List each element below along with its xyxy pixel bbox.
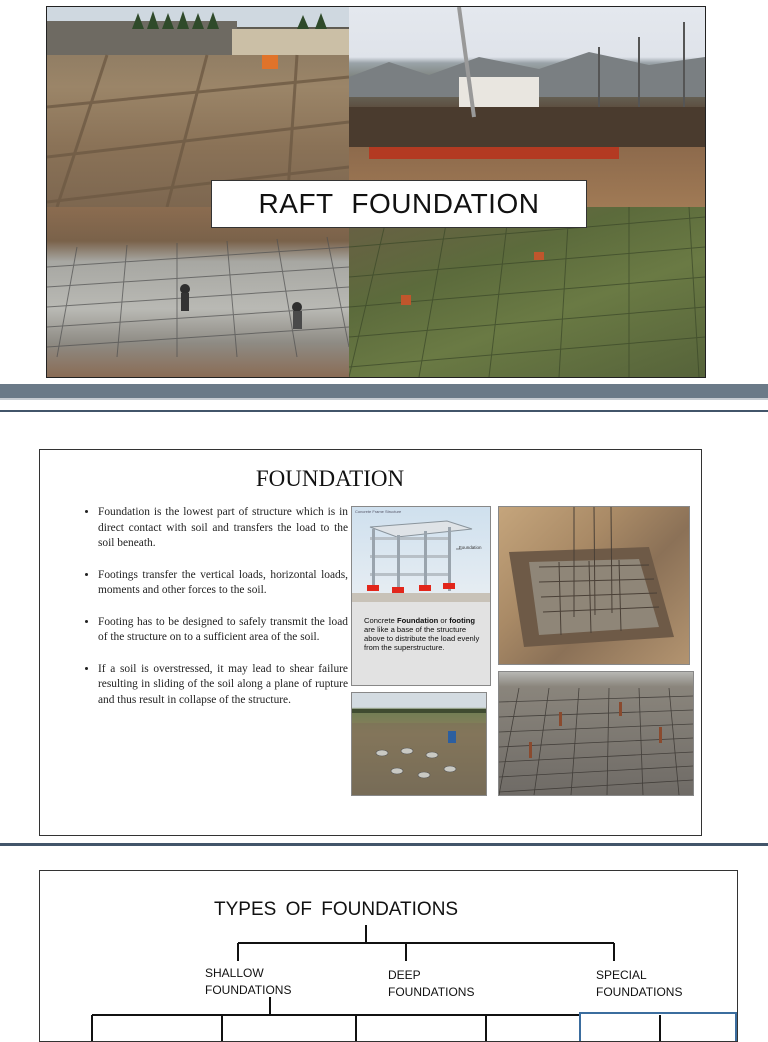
rebar-mat-photo — [47, 207, 349, 377]
bullet-list — [78, 505, 348, 724]
branch-label: SPECIAL — [596, 968, 647, 982]
branch-label: FOUNDATIONS — [205, 983, 292, 997]
frame-structure-drawing — [352, 507, 490, 602]
slide-separator-line — [0, 843, 768, 846]
special-foundations-node — [596, 967, 682, 1001]
foundation-label: Foundation — [459, 545, 482, 550]
slide-separator-line — [0, 410, 768, 412]
slide-divider-shadow — [0, 398, 768, 400]
branch-label: SHALLOW — [205, 966, 264, 980]
caption-bold: footing — [449, 616, 475, 625]
caption-text: or — [438, 616, 450, 625]
bullet-item: • Foundation is the lowest part of structure which is in direct contact with soil and transfers the load to the soil beneath. — [98, 505, 348, 552]
caption-bold: Foundation — [396, 616, 439, 625]
slide-title: RAFT FOUNDATION — [211, 180, 587, 228]
caption-text: are like a base of the structure above to distribute the load evenly from the superstructure. — [364, 625, 480, 652]
slide-title: TYPES OF FOUNDATIONS — [214, 899, 459, 920]
hierarchy-connectors — [40, 871, 737, 1041]
bullet-item: • If a soil is overstressed, it may lead to shear failure resulting in sliding of the soil along a plane of rupture and thus result in collapse of the structure. — [98, 662, 348, 709]
frame-structure-illustration — [351, 506, 491, 686]
frame-header-label: Concrete Frame Structure — [355, 509, 402, 514]
excavation-photo — [349, 7, 705, 207]
slide-title: FOUNDATION — [255, 466, 405, 491]
image-caption — [352, 602, 490, 685]
deep-foundations-node — [388, 967, 474, 1001]
rebar-grid-photo — [349, 207, 705, 377]
branch-label: FOUNDATIONS — [388, 985, 475, 999]
footing-pit-photo — [498, 506, 690, 665]
types-of-foundations-slide — [39, 870, 738, 1042]
slide-divider — [0, 384, 768, 398]
bullet-item: • Footings transfer the vertical loads, horizontal loads, moments and other forces to the soil. — [98, 568, 348, 599]
branch-label: FOUNDATIONS — [596, 985, 683, 999]
bullet-item: • Footing has to be designed to safely transmit the load of the structure on to a sufficient area of the soil. — [98, 615, 348, 646]
branch-label: DEEP — [388, 968, 421, 982]
highlight-box — [580, 1013, 736, 1041]
construction-site-photo — [47, 7, 349, 207]
caption-text: Concrete — [364, 616, 397, 625]
pile-foundation-photo — [351, 692, 487, 796]
raft-foundation-slide — [46, 6, 706, 378]
raft-mat-photo — [498, 671, 694, 796]
shallow-foundations-node — [205, 965, 291, 999]
foundation-slide — [39, 449, 702, 836]
